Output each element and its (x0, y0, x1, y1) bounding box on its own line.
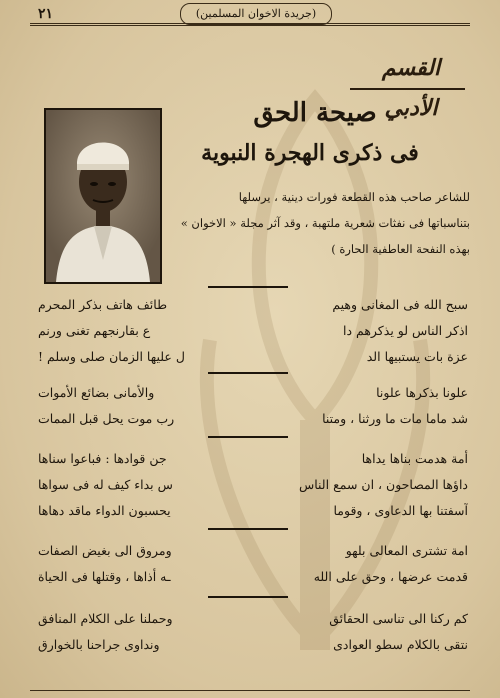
stanza-divider (208, 436, 288, 438)
verse-line (38, 292, 468, 318)
verse-first-hemistich: عزة بات يستبيها الد (366, 349, 468, 364)
verse-second-hemistich: رب موت يحل قبل الممات (38, 411, 175, 426)
verse-second-hemistich: ومروق الى بغيض الصفات (38, 543, 172, 558)
header-rule-secondary (30, 25, 470, 26)
verse-first-hemistich: قدمت عرضها ، وحق على الله (313, 569, 468, 584)
verse-first-hemistich: آسفتنا بها الدعاوى ، وقوما (333, 503, 468, 518)
section-logo-rule (350, 88, 465, 90)
verse-line (38, 318, 468, 344)
verse-line (38, 632, 468, 658)
verse-first-hemistich: علونا بذكرها علونا (376, 385, 468, 400)
verse-first-hemistich: أمة هدمت بناها يداها (361, 451, 468, 466)
intro-line: للشاعر صاحب هذه القطعة فورات دينية ، يرسلها (238, 190, 470, 204)
intro-line: بتناسباتها فى نفثات شعرية ملتهبة ، وقد آثر مجلة « الاخوان » (180, 216, 470, 230)
poem-stanza (38, 292, 468, 370)
verse-second-hemistich: جن قوادها : فباعوا سناها (38, 451, 167, 466)
masthead: (جريدة الاخوان المسلمين) (180, 3, 332, 25)
header-rule (30, 23, 470, 24)
poem-stanza (38, 606, 468, 658)
verse-first-hemistich: داؤها المصاحون ، ان سمع الناس (298, 477, 468, 492)
intro-line: بهذه النفحة العاطفية الحارة ) (331, 242, 470, 256)
poet-photo (44, 108, 162, 284)
verse-second-hemistich: ونداوى جراحنا بالخوارق (38, 637, 160, 652)
section-logo: القسم الأدبي (381, 55, 441, 121)
verse-first-hemistich: كم ركنا الى تناسى الحقائق (329, 611, 468, 626)
stanza-divider (208, 286, 288, 288)
footer-rule (30, 690, 470, 691)
poet-portrait-icon (46, 110, 160, 282)
verse-first-hemistich: سبح الله فى المغانى وهيم (332, 297, 468, 312)
verse-second-hemistich: وحملنا على الكلام المنافق (38, 611, 173, 626)
verse-second-hemistich: ـه أذاها ، وقتلها فى الحياة (38, 569, 171, 584)
poem-title: صيحة الحق (253, 98, 377, 128)
poem-intro (170, 184, 470, 262)
verse-line (38, 564, 468, 590)
verse-second-hemistich: والأمانى بضائع الأموات (38, 385, 155, 400)
verse-line (38, 380, 468, 406)
page-number: ٢١ (38, 6, 54, 22)
verse-line (38, 406, 468, 432)
verse-second-hemistich: ع بقارنجهم تغنى ورنم (38, 323, 151, 338)
verse-line (38, 538, 468, 564)
poem-subtitle: فى ذكرى الهجرة النبوية (201, 140, 419, 166)
stanza-divider (208, 372, 288, 374)
stanza-divider (208, 528, 288, 530)
verse-second-hemistich: ل عليها الزمان صلى وسلم ! (38, 349, 185, 364)
stanza-divider (208, 596, 288, 598)
poem-stanza (38, 380, 468, 432)
verse-second-hemistich: س بداء كيف له فى سواها (38, 477, 173, 492)
verse-second-hemistich: طائف هاتف بذكر المحرم (38, 297, 168, 312)
verse-line (38, 498, 468, 524)
poem-stanza (38, 538, 468, 590)
verse-line (38, 446, 468, 472)
verse-second-hemistich: يحسبون الدواء ماقد دهاها (38, 503, 171, 518)
verse-first-hemistich: نتقى بالكلام سطو العوادى (333, 637, 468, 652)
verse-first-hemistich: امة تشترى المعالى بلهو (345, 543, 468, 558)
verse-line (38, 472, 468, 498)
verse-line (38, 606, 468, 632)
poem-stanza (38, 446, 468, 524)
verse-line (38, 344, 468, 370)
verse-first-hemistich: اذكر الناس لو يذكرهم دا (342, 323, 468, 338)
verse-first-hemistich: شد ماما مات ما ورثنا ، ومتنا (322, 411, 468, 426)
